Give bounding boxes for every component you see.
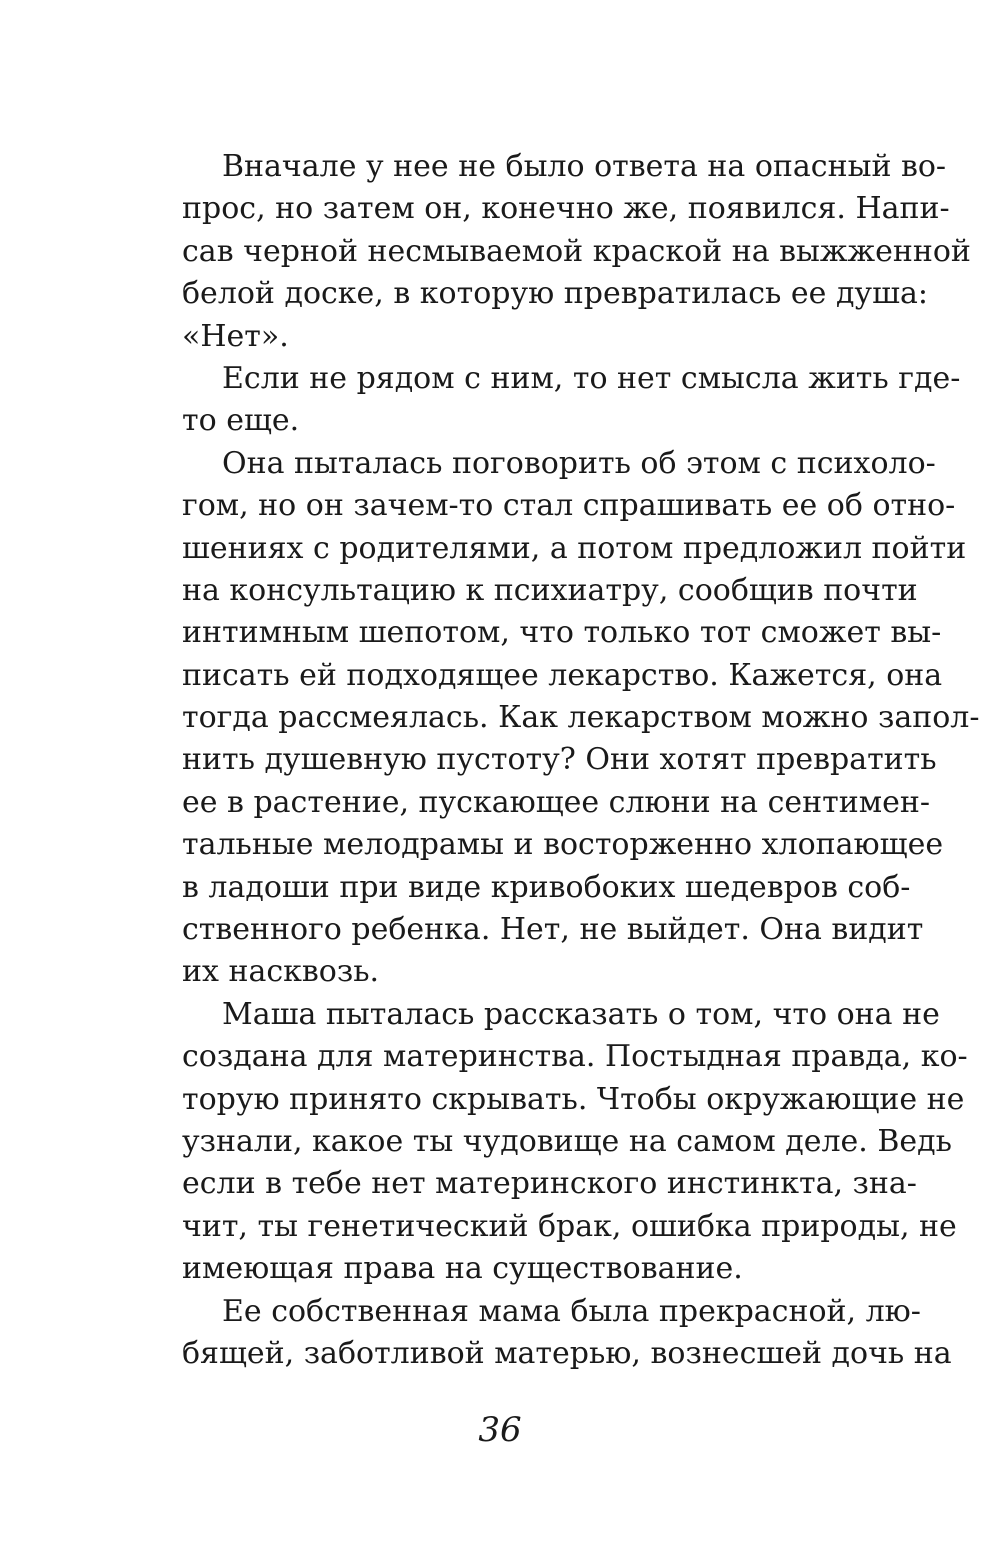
paragraph [182, 146, 971, 358]
text-line: Ее собственная мама была прекрасной, лю- [222, 1293, 921, 1329]
text-line: их насквозь. [182, 954, 380, 990]
text-line: белой доске, в которую превратилась ее душа: [182, 276, 928, 312]
text-line: бящей, заботливой матерью, вознесшей дочь на [182, 1335, 952, 1371]
text-line: гом, но он зачем-то стал спрашивать ее об отно- [182, 488, 956, 524]
page-number: 36 [478, 1410, 522, 1450]
text-line: тогда рассмеялась. Как лекарством можно запол- [182, 700, 980, 736]
text-line: ее в растение, пускающее слюни на сентимен- [182, 784, 930, 820]
text-line: создана для материнства. Постыдная правда, ко- [182, 1039, 968, 1075]
body-text [182, 146, 980, 1375]
text-line: торую принято скрывать. Чтобы окружающие не [182, 1081, 965, 1117]
text-line: чит, ты генетический брак, ошибка природы, не [182, 1208, 957, 1244]
text-line: на консультацию к психиатру, сообщив почти [182, 572, 918, 608]
text-line: «Нет». [182, 318, 289, 354]
text-line: Маша пыталась рассказать о том, что она не [222, 996, 940, 1032]
text-line: нить душевную пустоту? Они хотят превратить [182, 742, 937, 778]
text-line: в ладоши при виде кривобоких шедевров соб- [182, 869, 911, 905]
paragraph [182, 1291, 952, 1376]
text-line: ственного ребенка. Нет, не выйдет. Она видит [182, 912, 924, 948]
text-line: то еще. [182, 403, 300, 439]
text-line: интимным шепотом, что только тот сможет вы- [182, 615, 942, 651]
text-line: сав черной несмываемой краской на выжженной [182, 233, 971, 269]
text-line: если в тебе нет материнского инстинкта, зна- [182, 1166, 917, 1202]
text-line: писать ей подходящее лекарство. Кажется, она [182, 657, 943, 693]
text-line: узнали, какое ты чудовище на самом деле. Ведь [182, 1123, 952, 1159]
text-line: прос, но затем он, конечно же, появился. Напи- [182, 191, 950, 227]
paragraph [182, 994, 968, 1291]
text-line: имеющая права на существование. [182, 1251, 743, 1287]
text-line: Если не рядом с ним, то нет смысла жить где- [222, 360, 961, 396]
text-line: Она пыталась поговорить об этом с психоло- [222, 445, 936, 481]
text-line: шениях с родителями, а потом предложил пойти [182, 530, 967, 566]
text-line: тальные мелодрамы и восторженно хлопающее [182, 827, 944, 863]
paragraph [182, 358, 961, 443]
paragraph [182, 443, 980, 994]
text-line: Вначале у нее не было ответа на опасный во- [222, 149, 947, 184]
